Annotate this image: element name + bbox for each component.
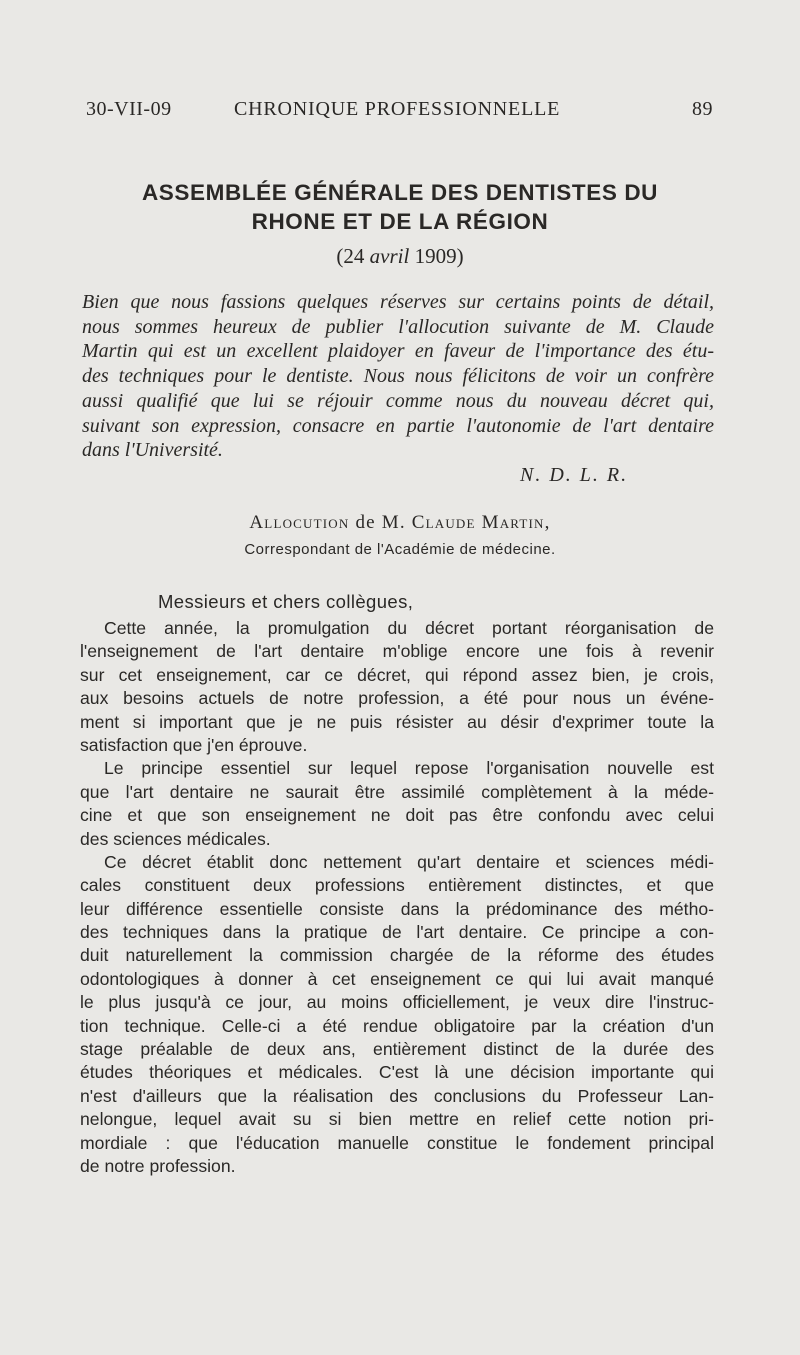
body-line: des sciences médicales. [80,828,271,849]
body-line: cine et que son enseignement ne doit pas être confondu avec celui [80,805,714,826]
speech-heading-de: de [349,512,382,533]
section-title: CHRONIQUE PROFESSIONNELLE [234,98,561,120]
body-line: leur différence essentielle consiste dans la prédominance des métho- [80,898,714,919]
body-line: que l'art dentaire ne saurait être assimilé complètement à la méde- [80,781,714,802]
body-line: odontologiques à donner à cet enseignement ce qui lui avait manqué [80,968,714,989]
body-line: sur cet enseignement, car ce décret, qui répond assez bien, je crois, [80,664,714,685]
editorial-note-line: suivant son expression, consacre en partie l'autonomie de l'art dentaire [82,414,714,437]
body-line: stage préalable de deux ans, entièrement distinct de la durée des [80,1039,714,1060]
body-line: aux besoins actuels de notre profession, a été pour nous un événe- [80,688,714,709]
editorial-note [82,290,714,463]
body-line: tion technique. Celle-ci a été rendue obligatoire par la création d'un [80,1015,714,1036]
article-title-line-2: RHONE ET DE LA RÉGION [251,209,549,234]
editorial-note-line: dans l'Université. [82,439,223,462]
page-number: 89 [692,98,713,120]
editorial-note-line: nous sommes heureux de publier l'allocution suivante de M. Claude [82,315,714,338]
editorial-signature: N. D. L. R. [520,464,629,486]
running-head [86,98,713,128]
body-line: Ce décret établit donc nettement qu'art dentaire et sciences médi- [104,851,714,872]
speaker-name: M. Claude Martin, [381,512,551,533]
speech-heading-word: Allocution [249,512,350,533]
body-line: Cette année, la promulgation du décret portant réorganisation de [104,618,714,638]
body-line: de notre profession. [80,1155,236,1176]
date-rest: 1909) [409,244,464,268]
editorial-note-line: Bien que nous fassions quelques réserves sur certains points de détail, [82,291,714,313]
date-month: avril [369,244,410,268]
body-line: nelongue, lequel avait su si bien mettre en relief cette notion pri- [80,1109,714,1130]
body-line: Le principe essentiel sur lequel repose l'organisation nouvelle est [104,758,714,779]
article-date [80,244,720,269]
body-line: études théoriques et médicales. C'est là une décision importante qui [80,1062,714,1083]
body-line: ment si important que je ne puis résister au désir d'exprimer toute la [80,711,714,732]
editorial-note-line: Martin qui est un excellent plaidoyer en faveur de l'importance des étu- [82,340,714,363]
article-title [80,178,720,236]
article-title-line-1: ASSEMBLÉE GÉNÉRALE DES DENTISTES DU [141,180,659,205]
body-line: mordiale : que l'éducation manuelle constitue le fondement principal [80,1132,714,1153]
speech-body [80,617,714,1178]
issue-date: 30-VII-09 [86,98,172,120]
editorial-note-line: des techniques pour le dentiste. Nous nous félicitons de voir un confrère [82,365,714,388]
body-line: cales constituent deux professions entièrement distinctes, et que [80,875,714,896]
body-line: n'est d'ailleurs que la réalisation des conclusions du Professeur Lan- [80,1085,714,1106]
date-open: (24 [336,244,370,268]
body-line: des techniques dans la pratique de l'art dentaire. Ce principe a con- [80,922,714,943]
speech-heading [80,512,720,534]
body-line: duit naturellement la commission chargée de la réforme des études [80,945,714,966]
salutation: Messieurs et chers collègues, [158,591,414,612]
body-line: l'enseignement de l'art dentaire m'oblige encore une fois à revenir [80,641,714,662]
editorial-note-line: aussi qualifié que lui se réjouir comme nous du nouveau décret qui, [82,389,714,412]
speaker-affiliation: Correspondant de l'Académie de médecine. [244,541,556,558]
body-line: le plus jusqu'à ce jour, au moins officiellement, je veux dire l'instruc- [80,992,714,1013]
body-line: satisfaction que j'en éprouve. [80,734,308,755]
